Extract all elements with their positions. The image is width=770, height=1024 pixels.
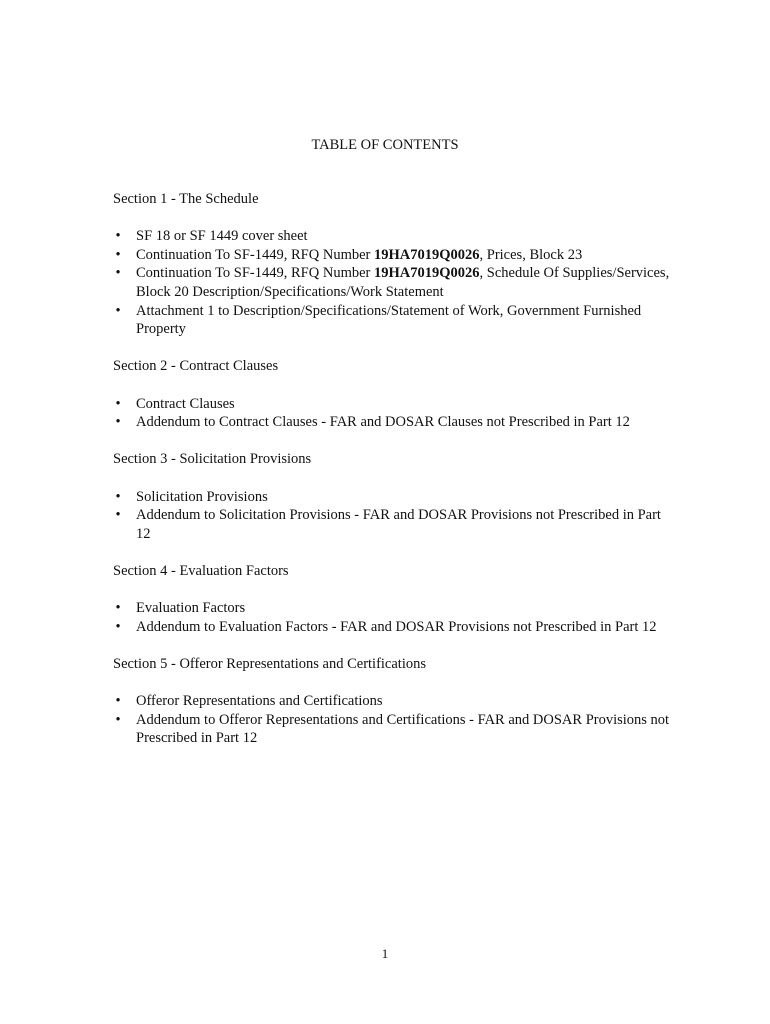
item-text-after: , Prices, Block 23 — [479, 246, 583, 263]
section-3-items — [113, 488, 673, 544]
item-text-after: , Schedule Of Supplies/Services, Block 20 Description/Specifications/Work Statement — [136, 265, 670, 300]
item-text: Attachment 1 to Description/Specifications/Statement of Work, Government Furnished Property — [136, 302, 642, 338]
bullet-icon: • — [115, 395, 121, 412]
item-text: SF 18 or SF 1449 cover sheet — [136, 228, 308, 245]
item-text: Offeror Representations and Certifications — [136, 693, 383, 710]
section-2-items — [113, 395, 673, 432]
list-item — [113, 264, 673, 301]
bullet-icon: • — [115, 618, 121, 635]
list-item — [113, 618, 673, 637]
list-item — [113, 599, 673, 618]
bullet-icon: • — [115, 693, 121, 710]
list-item — [113, 711, 673, 748]
bullet-icon: • — [115, 246, 121, 263]
section-5-heading: Section 5 - Offeror Representations and Certifications — [113, 655, 427, 672]
bullet-icon: • — [115, 600, 121, 617]
list-item — [113, 488, 673, 507]
bullet-icon: • — [115, 507, 121, 524]
toc-content — [113, 190, 673, 766]
list-item — [113, 227, 673, 246]
bullet-icon: • — [115, 711, 121, 728]
list-item — [113, 395, 673, 414]
list-item — [113, 302, 673, 339]
item-text: Addendum to Solicitation Provisions - FAR and DOSAR Provisions not Prescribed in Part 12 — [136, 507, 661, 542]
list-item — [113, 506, 673, 543]
section-3-heading: Section 3 - Solicitation Provisions — [113, 451, 312, 468]
item-text: Addendum to Contract Clauses - FAR and DOSAR Clauses not Prescribed in Part 12 — [136, 414, 630, 431]
page-number: 1 — [381, 946, 389, 961]
rfq-number: 19HA7019Q0026 — [373, 246, 480, 263]
item-text: Evaluation Factors — [136, 600, 246, 617]
rfq-number: 19HA7019Q0026 — [373, 265, 480, 282]
bullet-icon: • — [115, 414, 121, 431]
page-title: TABLE OF CONTENTS — [311, 137, 459, 153]
item-text-before: Continuation To SF-1449, RFQ Number — [136, 246, 374, 263]
section-2-heading: Section 2 - Contract Clauses — [113, 358, 279, 375]
item-text: Addendum to Evaluation Factors - FAR and DOSAR Provisions not Prescribed in Part 12 — [136, 618, 657, 635]
item-text-before: Continuation To SF-1449, RFQ Number — [136, 265, 374, 282]
item-text: Contract Clauses — [136, 395, 235, 412]
list-item — [113, 246, 673, 265]
list-item — [113, 413, 673, 432]
section-4-heading: Section 4 - Evaluation Factors — [113, 562, 289, 579]
section-1-items — [113, 227, 673, 339]
section-5-items — [113, 692, 673, 748]
item-text: Solicitation Provisions — [136, 488, 268, 505]
bullet-icon: • — [115, 228, 121, 245]
bullet-icon: • — [115, 488, 121, 505]
item-text: Addendum to Offeror Representations and Certifications - FAR and DOSAR Provisions not Prescribed in Part 12 — [136, 711, 670, 747]
section-4-items — [113, 599, 673, 636]
list-item — [113, 692, 673, 711]
section-1-heading: Section 1 - The Schedule — [113, 191, 259, 207]
bullet-icon: • — [115, 265, 121, 282]
bullet-icon: • — [115, 302, 121, 319]
